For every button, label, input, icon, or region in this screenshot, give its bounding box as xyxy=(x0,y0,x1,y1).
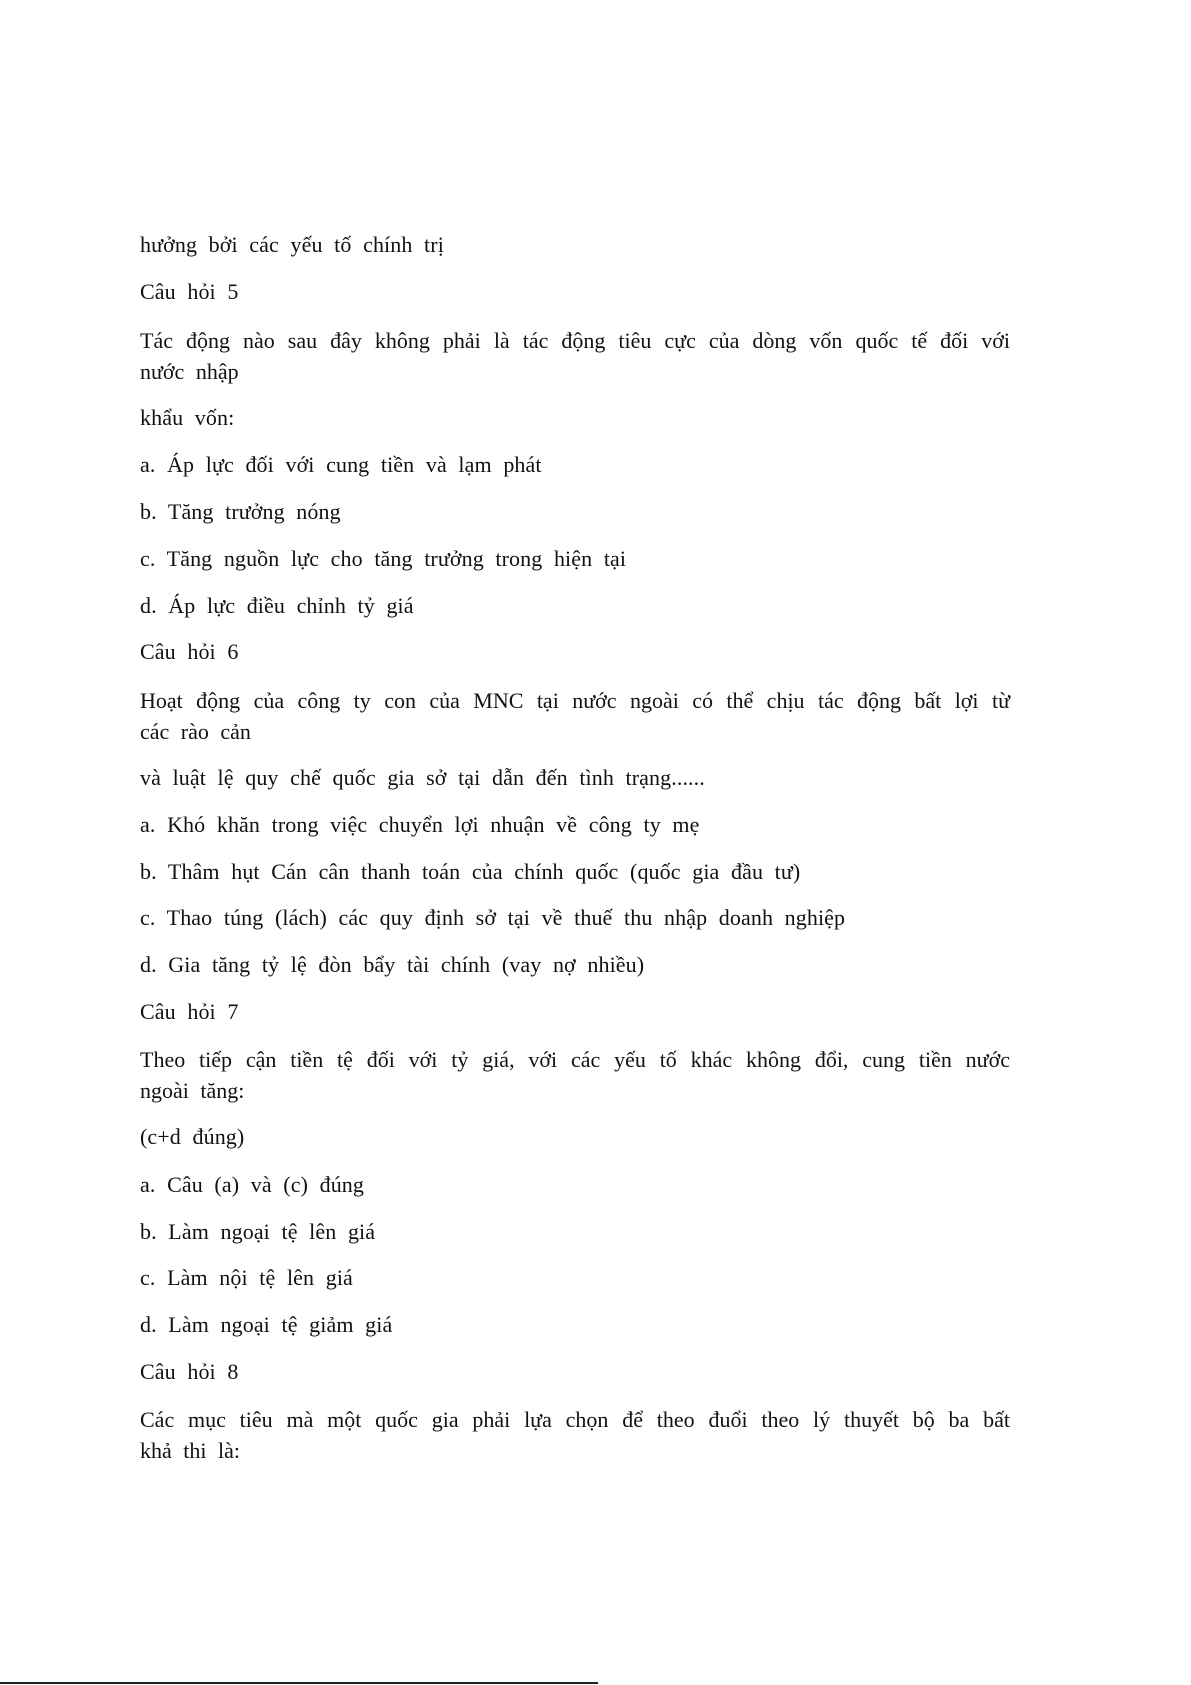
footer-rule xyxy=(0,1682,598,1684)
question-7-note: (c+d đúng) xyxy=(140,1124,245,1149)
question-7-title: Câu hỏi 7 xyxy=(140,999,239,1024)
question-7-text: Theo tiếp cận tiền tệ đối với tỷ giá, với các yếu tố khác không đổi, cung tiền nước ngoài tăng: xyxy=(140,1047,1010,1103)
question-7-option-c: c. Làm nội tệ lên giá xyxy=(140,1265,353,1290)
question-7-option-b: b. Làm ngoại tệ lên giá xyxy=(140,1219,376,1244)
question-6-text-continuation: và luật lệ quy chế quốc gia sở tại dẫn đến tình trạng...... xyxy=(140,765,705,790)
question-6-option-a: a. Khó khăn trong việc chuyển lợi nhuận về công ty mẹ xyxy=(140,812,700,837)
question-5-text: Tác động nào sau đây không phải là tác động tiêu cực của dòng vốn quốc tế đối với nước nhập xyxy=(140,328,1010,384)
question-6-option-c: c. Thao túng (lách) các quy định sở tại về thuế thu nhập doanh nghiệp xyxy=(140,905,846,930)
question-6-text: Hoạt động của công ty con của MNC tại nước ngoài có thể chịu tác động bất lợi từ các rào cản xyxy=(140,688,1010,744)
question-5-option-c: c. Tăng nguồn lực cho tăng trưởng trong hiện tại xyxy=(140,546,627,571)
question-8-text: Các mục tiêu mà một quốc gia phải lựa chọn để theo đuổi theo lý thuyết bộ ba bất khả thi là: xyxy=(140,1407,1010,1463)
question-6-option-d: d. Gia tăng tỷ lệ đòn bẩy tài chính (vay nợ nhiều) xyxy=(140,952,645,977)
question-7-option-a: a. Câu (a) và (c) đúng xyxy=(140,1172,365,1197)
question-5-text-continuation: khẩu vốn: xyxy=(140,405,235,430)
question-5-option-b: b. Tăng trưởng nóng xyxy=(140,499,341,524)
question-5-option-d: d. Áp lực điều chỉnh tỷ giá xyxy=(140,593,414,618)
question-5-option-a: a. Áp lực đối với cung tiền và lạm phát xyxy=(140,452,542,477)
question-5-title: Câu hỏi 5 xyxy=(140,279,239,304)
question-8-title: Câu hỏi 8 xyxy=(140,1359,239,1384)
text-line: hưởng bởi các yếu tố chính trị xyxy=(140,232,444,257)
question-6-title: Câu hỏi 6 xyxy=(140,639,239,664)
question-7-option-d: d. Làm ngoại tệ giảm giá xyxy=(140,1312,393,1337)
question-6-option-b: b. Thâm hụt Cán cân thanh toán của chính quốc (quốc gia đầu tư) xyxy=(140,859,801,884)
